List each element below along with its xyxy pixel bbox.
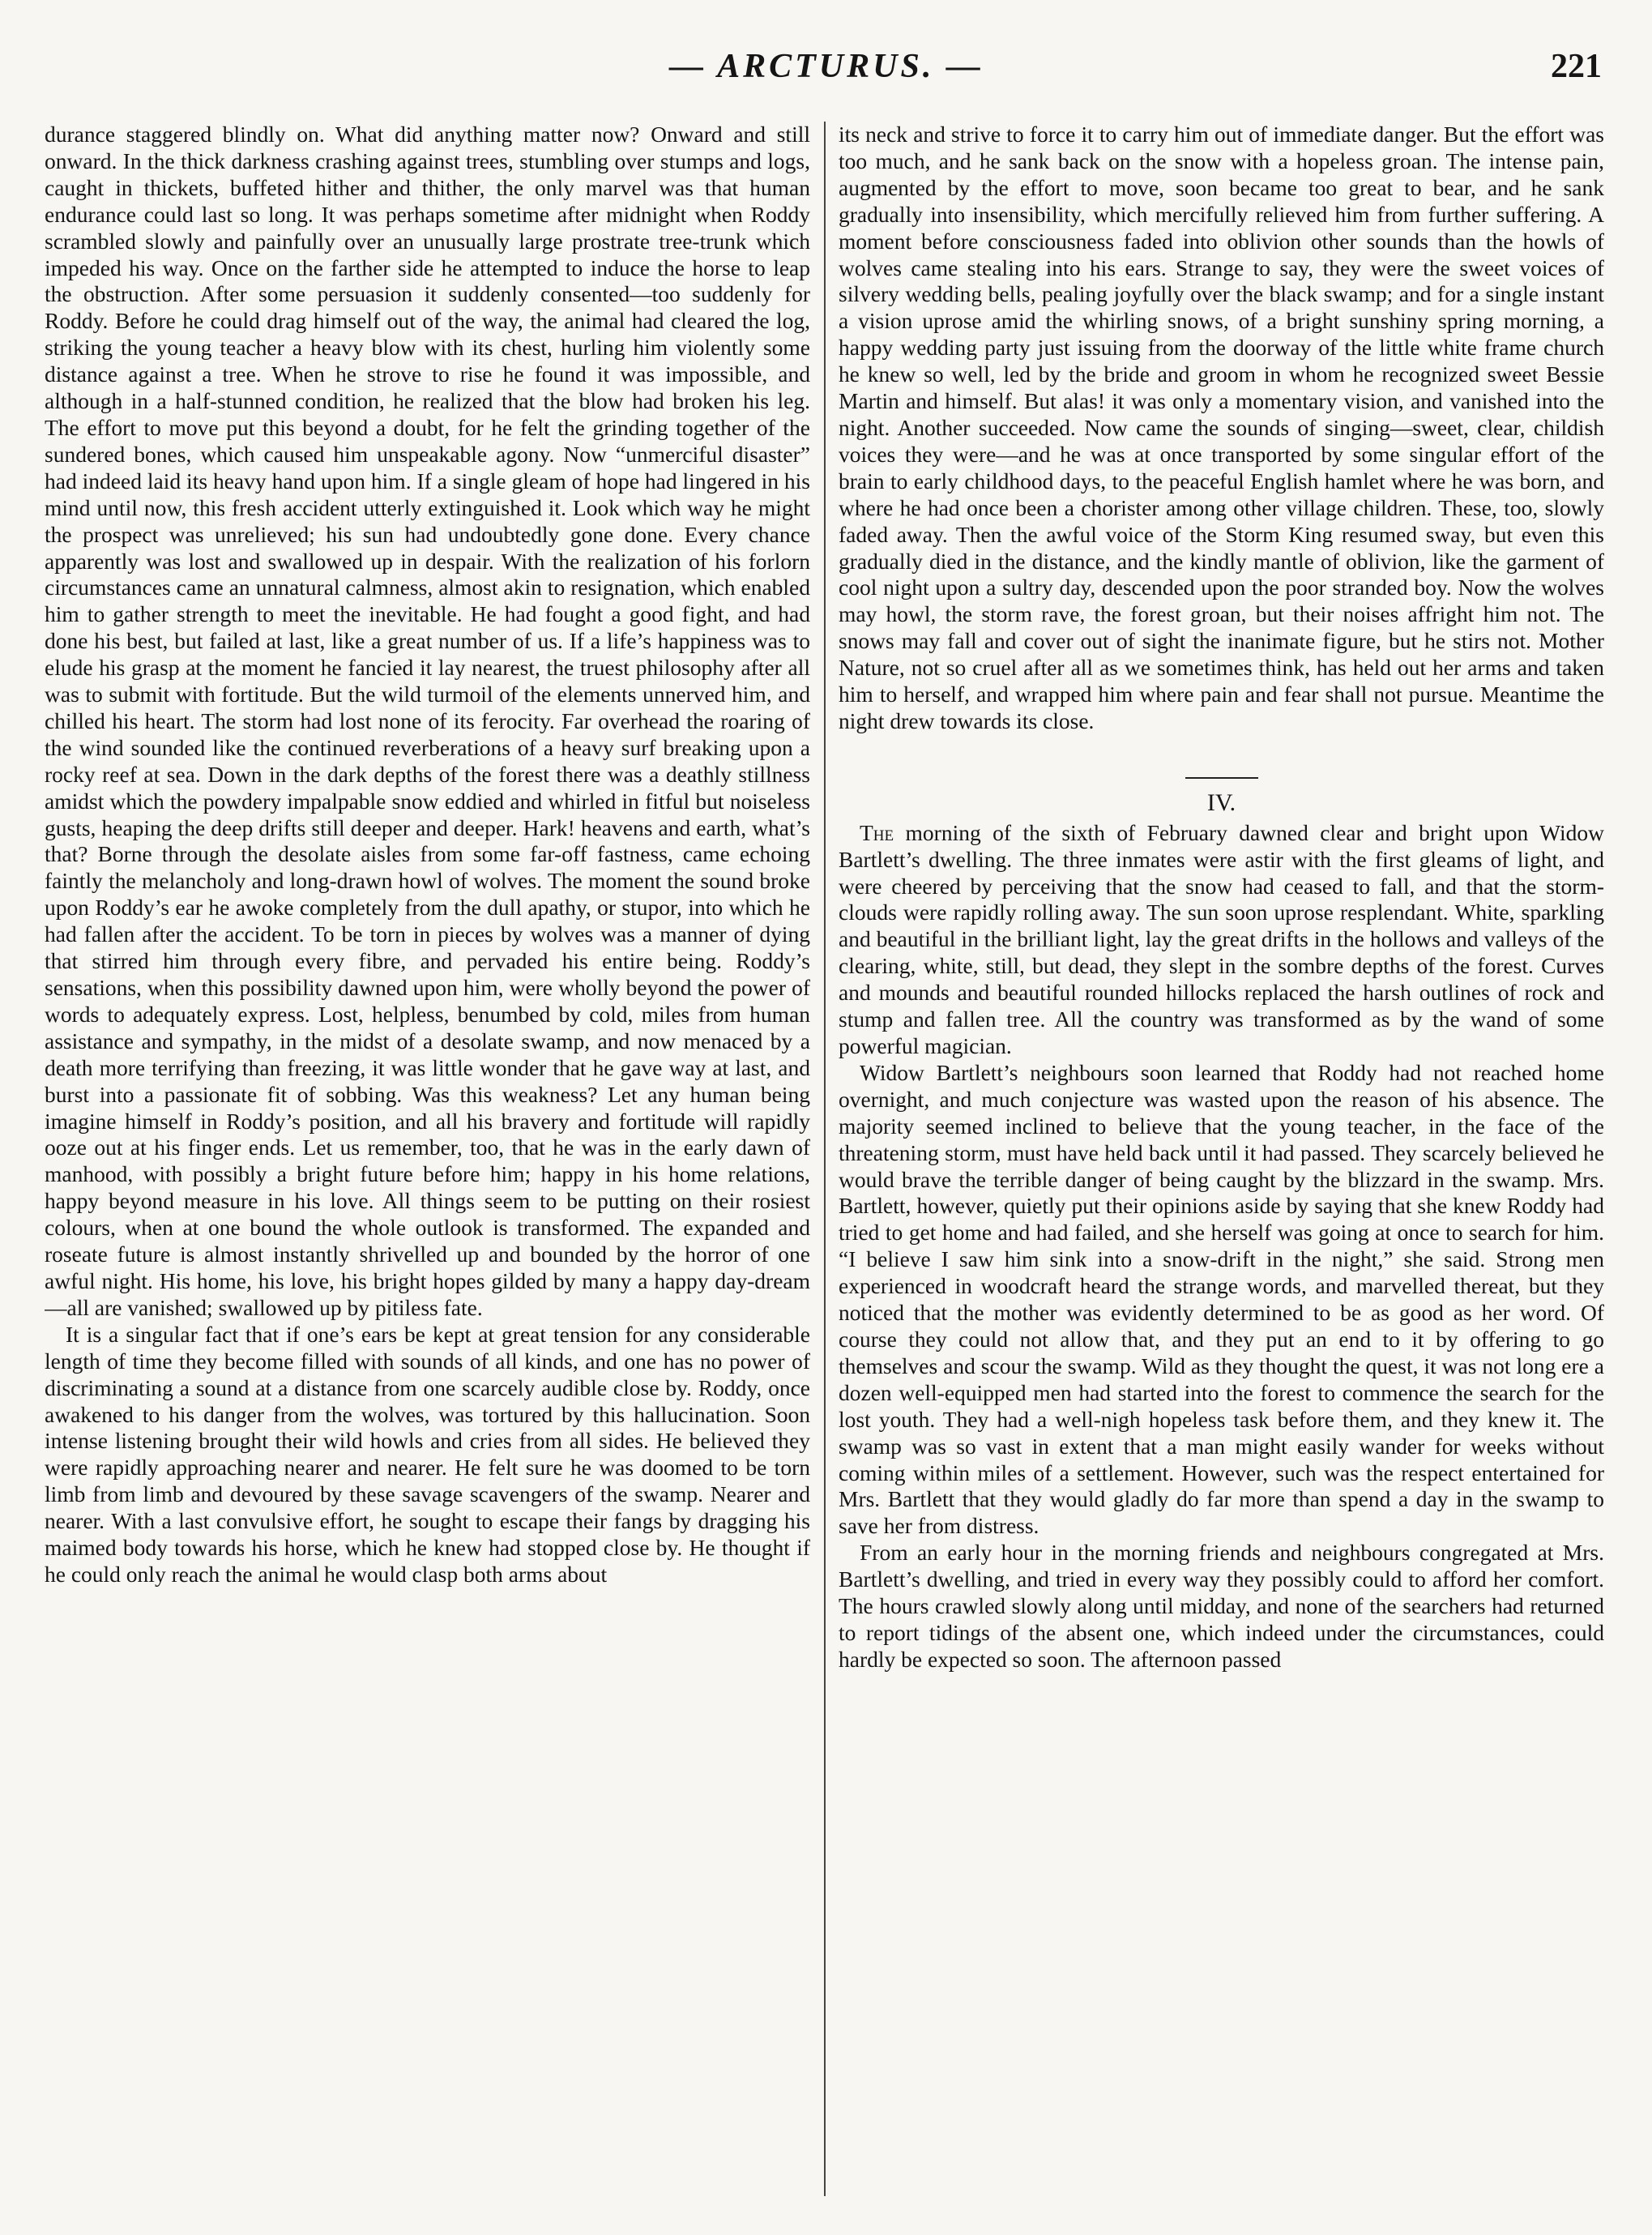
section-opening-paragraph [839, 820, 1604, 1060]
right-column [839, 122, 1604, 2196]
left-column [45, 122, 810, 2196]
column-divider [824, 122, 826, 2196]
body-paragraph: its neck and strive to force it to carry him out of immediate danger. But the effort was too much, and he sank back on the snow with a hopeless groan. The intense pain, augmented by the effort to move, soon became too great to bear, and he sank gradually into insensibility, which mercifully relieved him from further suffering. A moment before consciousness faded into oblivion other sounds than the howls of wolves came stealing into his ears. Strange to say, they were the sweet voices of silvery wedding bells, pealing joyfully over the black swamp; and for a single instant a vision uprose amid the whirling snows, of a bright sunshiny spring morning, a happy wedding party just issuing from the doorway of the little white frame church he knew so well, led by the bride and groom in whom he recognized sweet Bessie Martin and himself. But alas! it was only a momentary vision, and vanished into the night. Another succeeded. Now came the sounds of singing—sweet, clear, childish voices they were—and he was at once transported by some singular effort of the brain to early childhood days, to the peaceful English hamlet where he was born, and where he had once been a chorister among other village children. These, too, slowly faded away. Then the awful voice of the Storm King resumed sway, but even this gradually died in the distance, and the kindly mantle of oblivion, like the garment of cool night upon a sultry day, descended upon the poor stranded boy. Now the wolves may howl, the storm rave, the forest groan, but their noises affright him not. The snows may fall and cover out of sight the inanimate figure, but he stirs not. Mother Nature, not so cruel after all as we sometimes think, has held out her arms and taken him to herself, and wrapped him where pain and fear shall not pursue. Meantime the night drew towards its close. [839, 122, 1604, 733]
section-divider [1185, 777, 1258, 779]
opening-paragraph-text: morning of the sixth of February dawned clear and bright upon Widow Bartlett’s dwelling. The three inmates were astir with the first gleams of light, and were cheered by perceiving that the snow had ceased to fall, and that the storm-clouds were rapidly rolling away. The sun soon uprose resplendant. White, sparkling and beautiful in the brilliant light, lay the great drifts in the hollows and valleys of the clearing, white, still, but dead, they slept in the sombre depths of the forest. Curves and mounds and beautiful rounded hillocks replaced the harsh outlines of rock and stump and fallen tree. All the country was transformed as by the wand of some powerful magician. [839, 819, 1604, 1058]
opening-word: The [860, 819, 894, 845]
body-paragraph: Widow Bartlett’s neighbours soon learned that Roddy had not reached home overnight, and much conjecture was wasted upon the reason of his absence. The majority seemed inclined to believe that the young teacher, in the face of the threatening storm, must have held back until it had passed. They scarcely believed he would brave the terrible danger of being caught by the blizzard in the swamp. Mrs. Bartlett, however, quietly put their opinions aside by saying that she knew Roddy had tried to get home and had failed, and she herself was going at once to search for him. “I believe I saw him sink into a snow-drift in the night,” she said. Strong men experienced in woodcraft heard the strange words, and marvelled thereat, but they noticed that the mother was evidently determined to be as good as her word. Of course they could not allow that, and they put an end to it by offering to go themselves and scour the swamp. Wild as they thought the quest, it was not long ere a dozen well-equipped men had started into the forest to commence the search for the lost youth. They had a well-nigh hopeless task before them, and they knew it. The swamp was so vast in extent that a man might easily wander for weeks without coming within miles of a settlement. However, such was the respect entertained for Mrs. Bartlett that they would gladly do far more than spend a day in the swamp to save her from distress. [839, 1059, 1604, 1539]
running-title: — ARCTURUS. — [669, 48, 984, 85]
body-paragraph: From an early hour in the morning friends and neighbours congregated at Mrs. Bartlett’s dwelling, and tried in every way they possibly could to afford her comfort. The hours crawled slowly along until midday, and none of the searchers had returned to report tidings of the absent one, which indeed under the circumstances, could hardly be expected so soon. The afternoon passed [839, 1540, 1604, 1672]
body-paragraph: durance staggered blindly on. What did anything matter now? Onward and still onward. In the thick darkness crashing against trees, stumbling over stumps and logs, caught in thickets, buffeted hither and thither, the only marvel was that human endurance could last so long. It was perhaps sometime after midnight when Roddy scrambled slowly and painfully over an unusually large prostrate tree-trunk which impeded his way. Once on the farther side he attempted to induce the horse to leap the obstruction. After some persuasion it suddenly consented—too suddenly for Roddy. Before he could drag himself out of the way, the animal had cleared the log, striking the young teacher a heavy blow with its chest, hurling him violently some distance against a tree. When he strove to rise he found it was impossible, and although in a half-stunned condition, he realized that the blow had broken his leg. The effort to move put this beyond a doubt, for he felt the grinding together of the sundered bones, which caused him unspeakable agony. Now “unmerciful disaster” had indeed laid its heavy hand upon him. If a single gleam of hope had lingered in his mind until now, this fresh accident utterly extinguished it. Look which way he might the prospect was unrelieved; his sun had undoubtedly gone done. Every chance apparently was lost and swallowed up in despair. With the realization of his forlorn circumstances came an unnatural calmness, almost akin to resignation, which enabled him to gather strength to meet the inevitable. He had fought a good fight, and had done his best, but failed at last, like a great number of us. If a life’s happiness was to elude his grasp at the moment he fancied it lay nearest, the truest philosophy after all was to submit with fortitude. But the wild turmoil of the elements unnerved him, and chilled his heart. The storm had lost none of its ferocity. Far overhead the roaring of the wind sounded like the continued reverberations of a heavy surf breaking upon a rocky reef at sea. Down in the dark depths of the forest there was a deathly stillness amidst which the powdery impalpable snow eddied and whirled in fitful but noiseless gusts, heaping the deep drifts still deeper and deeper. Hark! heavens and earth, what’s that? Borne through the desolate aisles from some far-off fastness, came echoing faintly the melancholy and long-drawn howl of wolves. The moment the sound broke upon Roddy’s ear he awoke completely from the dull apathy, or stupor, into which he had fallen after the accident. To be torn in pieces by wolves was a manner of dying that stirred him through every fibre, and pervaded his entire being. Roddy’s sensations, when this possibility dawned upon him, were wholly beyond the power of words to adequately express. Lost, helpless, benumbed by cold, miles from human assistance and sympathy, in the midst of a desolate swamp, and now menaced by a death more terrifying than freezing, it was little wonder that he gave way at last, and burst into a passionate fit of sobbing. Was this weakness? Let any human being imagine himself in Roddy’s position, and all his bravery and fortitude will rapidly ooze out at his finger ends. Let us remember, too, that he was in the early dawn of manhood, with possibly a bright future before him; happy in his home relations, happy beyond measure in his love. All things seem to be putting on their rosiest colours, when at one bound the whole outlook is transformed. The expanded and roseate future is almost instantly shrivelled up and bounded by the horror of one awful night. His home, his love, his bright hopes gilded by many a happy day-dream—all are vanished; swallowed up by pitiless fate. [45, 122, 810, 1320]
page-header [45, 39, 1608, 104]
page-number: 221 [1551, 48, 1602, 85]
section-heading: IV. [1206, 788, 1236, 816]
body-paragraph: It is a singular fact that if one’s ears be kept at great tension for any considerable length of time they become filled with sounds of all kinds, and one has no power of discriminating a sound at a distance from one scarcely audible close by. Roddy, once awakened to his danger from the wolves, was tortured by this hallucination. Soon intense listening brought their wild howls and cries from all sides. He believed they were rapidly approaching nearer and nearer. He felt sure he was doomed to be torn limb from limb and devoured by these savage scavengers of the swamp. Nearer and nearer. With a last convulsive effort, he sought to escape their fangs by dragging his maimed body towards his horse, which he knew had stopped close by. He thought if he could only reach the animal he would clasp both arms about [45, 1321, 810, 1587]
